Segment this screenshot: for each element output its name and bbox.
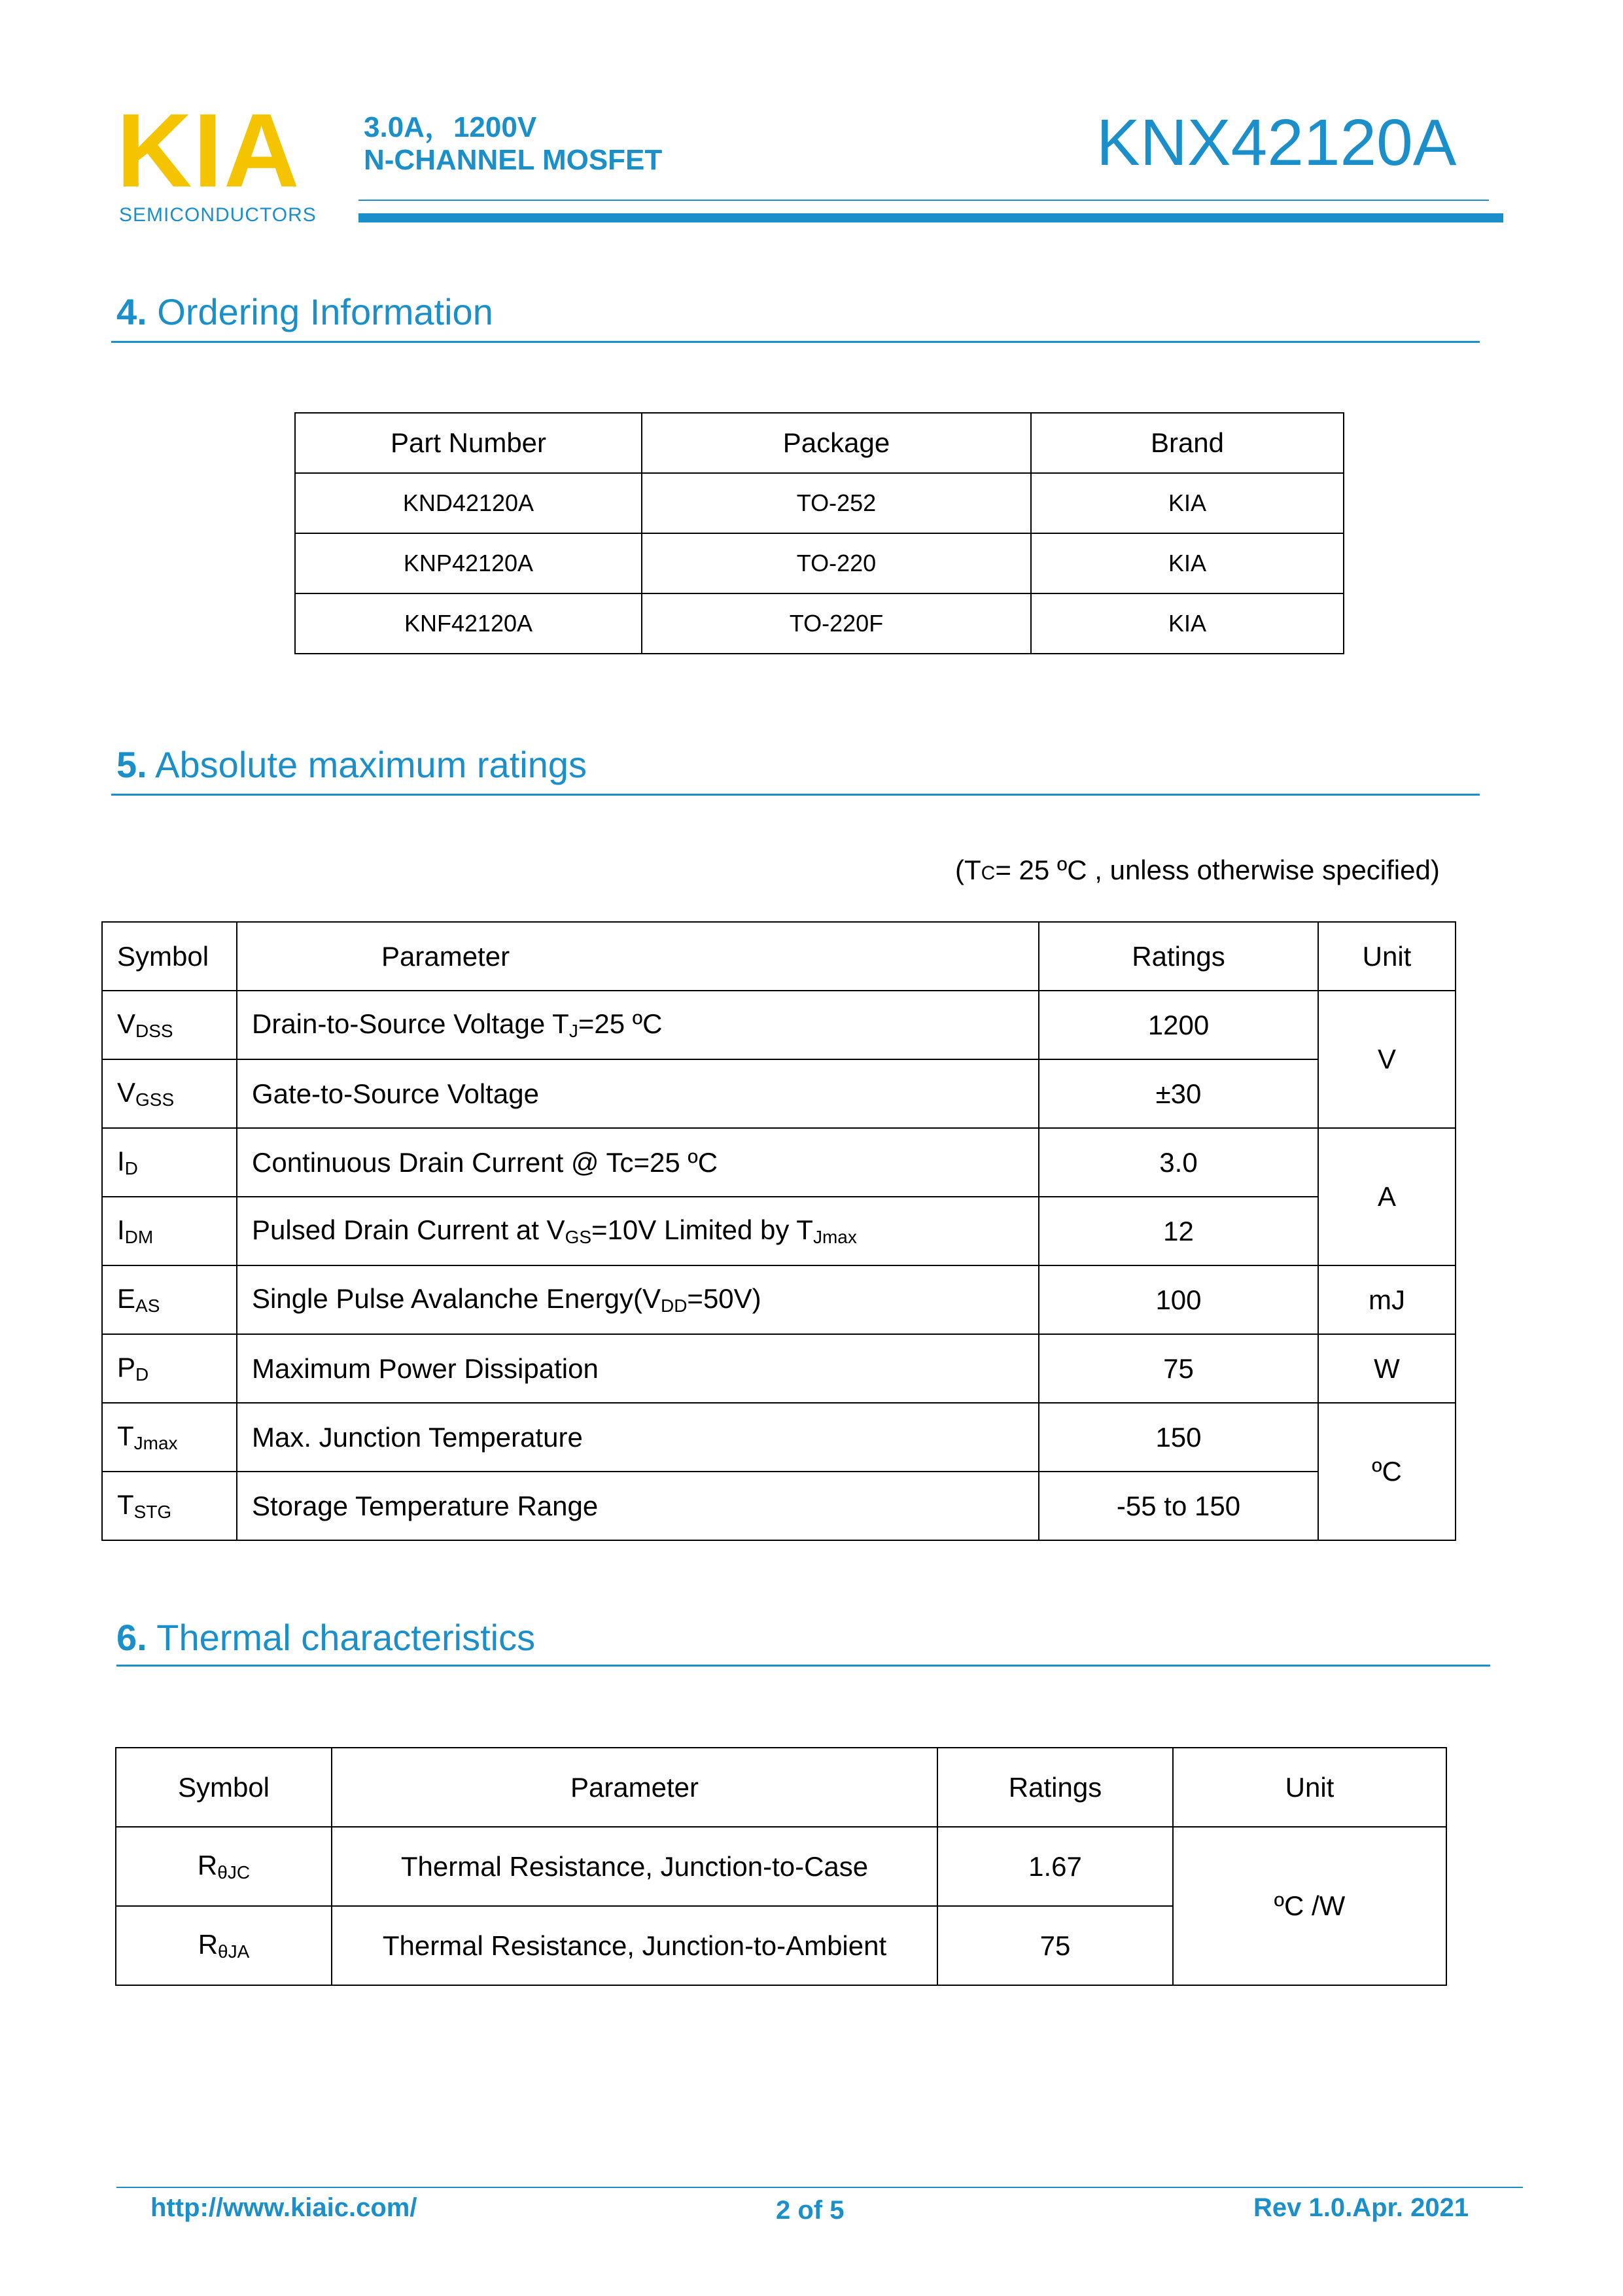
rating-cell: -55 to 150 xyxy=(1039,1472,1318,1540)
parameter-cell: Single Pulse Avalanche $Energy(V_{DD}=50V)$ xyxy=(237,1265,1039,1334)
table-row xyxy=(102,1197,1456,1265)
rating-cell: 3.0 xyxy=(1039,1128,1318,1197)
unit-cell: mJ xyxy=(1318,1265,1456,1334)
table-header: Brand xyxy=(1031,413,1344,473)
page-title: KNX42120A xyxy=(1096,106,1457,179)
table-header: Symbol xyxy=(102,922,237,991)
section-divider xyxy=(116,1665,1490,1667)
table-header-row xyxy=(295,413,1344,473)
table-row xyxy=(102,991,1456,1059)
abs-max-table xyxy=(101,921,1456,1541)
section-title-ordering: 4. Ordering Information xyxy=(116,291,493,332)
table-header-row xyxy=(116,1748,1446,1827)
rating-cell: 100 xyxy=(1039,1265,1318,1334)
table-header: Part Number xyxy=(295,413,642,473)
header-divider xyxy=(358,200,1489,201)
table-cell: TO-220 xyxy=(642,533,1031,593)
table-cell: TO-252 xyxy=(642,473,1031,533)
rating-cell: 12 xyxy=(1039,1197,1318,1265)
rating-cell: 1.67 xyxy=(937,1827,1173,1906)
header-divider-bold xyxy=(358,213,1503,222)
rating-cell: 1200 xyxy=(1039,991,1318,1059)
thermal-table xyxy=(115,1747,1447,1986)
footer-url[interactable]: http://www.kiaic.com/ xyxy=(150,2193,417,2222)
table-row xyxy=(102,1265,1456,1334)
table-header: Parameter xyxy=(237,922,1039,991)
table-row xyxy=(102,1403,1456,1472)
unit-cell: W xyxy=(1318,1334,1456,1403)
symbol-cell: $E_{AS}$ xyxy=(102,1265,237,1334)
table-header: Unit xyxy=(1318,922,1456,991)
section-divider xyxy=(111,341,1480,343)
symbol-cell: $P_D$ xyxy=(102,1334,237,1403)
parameter-cell: Thermal Resistance, Junction-to-Ambient xyxy=(332,1906,937,1985)
symbol-cell: $R_{\theta JA}$ xyxy=(116,1906,332,1985)
parameter-cell: Continuous Drain Current @ Tc=25 ºC xyxy=(237,1128,1039,1197)
unit-cell: A xyxy=(1318,1128,1456,1265)
symbol-cell: $T_{STG}$ xyxy=(102,1472,237,1540)
table-row xyxy=(116,1827,1446,1906)
parameter-cell: Maximum Power Dissipation xyxy=(237,1334,1039,1403)
table-row xyxy=(295,533,1344,593)
rating-cell: 75 xyxy=(937,1906,1173,1985)
table-header: Package xyxy=(642,413,1031,473)
table-cell: KND42120A xyxy=(295,473,642,533)
symbol-cell: $V_{GSS}$ xyxy=(102,1059,237,1128)
rating-cell: 75 xyxy=(1039,1334,1318,1403)
symbol-cell: $T_{Jmax}$ xyxy=(102,1403,237,1472)
parameter-cell: Thermal Resistance, Junction-to-Case xyxy=(332,1827,937,1906)
table-header: Ratings xyxy=(937,1748,1173,1827)
section-title-abs-max: 5. Absolute maximum ratings xyxy=(116,744,587,785)
logo-subtitle: SEMICONDUCTORS xyxy=(119,204,317,226)
unit-cell: V xyxy=(1318,991,1456,1128)
parameter-cell: Gate-to-Source Voltage xyxy=(237,1059,1039,1128)
symbol-cell: $I_D$ xyxy=(102,1128,237,1197)
symbol-cell: $R_{\theta JC}$ xyxy=(116,1827,332,1906)
test-condition: (TC= 25 ºC , unless otherwise specified) xyxy=(955,855,1440,885)
table-header: Unit xyxy=(1173,1748,1446,1827)
parameter-cell: Drain-to-Source Voltage $T_J=25$ ºC xyxy=(237,991,1039,1059)
table-header: Parameter xyxy=(332,1748,937,1827)
spec-type: N-CHANNEL MOSFET xyxy=(364,144,663,176)
table-row xyxy=(102,1472,1456,1540)
footer-divider xyxy=(116,2187,1523,2188)
rating-cell: ±30 xyxy=(1039,1059,1318,1128)
ordering-table xyxy=(294,412,1344,654)
page-number: 2 of 5 xyxy=(776,2196,845,2225)
revision: Rev 1.0.Apr. 2021 xyxy=(1253,2193,1469,2222)
table-cell: KIA xyxy=(1031,533,1344,593)
rating-cell: 150 xyxy=(1039,1403,1318,1472)
company-logo: KIA xyxy=(116,92,301,209)
spec-rating: 3.0A，1200V xyxy=(364,111,537,143)
table-cell: KIA xyxy=(1031,593,1344,654)
table-row xyxy=(295,593,1344,654)
symbol-cell: $V_{DSS}$ xyxy=(102,991,237,1059)
table-row xyxy=(295,473,1344,533)
unit-cell: ºC xyxy=(1318,1403,1456,1540)
table-header-row xyxy=(102,922,1456,991)
table-header: Symbol xyxy=(116,1748,332,1827)
table-row xyxy=(102,1334,1456,1403)
parameter-cell: Pulsed Drain Current at $V_{GS}=10V$ Limited by $T_{Jmax}$ xyxy=(237,1197,1039,1265)
table-cell: KNF42120A xyxy=(295,593,642,654)
section-title-thermal: 6. Thermal characteristics xyxy=(116,1617,536,1658)
section-divider xyxy=(111,794,1480,796)
symbol-cell: $I_{DM}$ xyxy=(102,1197,237,1265)
table-cell: KNP42120A xyxy=(295,533,642,593)
parameter-cell: Max. Junction Temperature xyxy=(237,1403,1039,1472)
parameter-cell: Storage Temperature Range xyxy=(237,1472,1039,1540)
table-cell: TO-220F xyxy=(642,593,1031,654)
table-row xyxy=(102,1059,1456,1128)
table-cell: KIA xyxy=(1031,473,1344,533)
table-row xyxy=(102,1128,1456,1197)
unit-cell: ºC /W xyxy=(1173,1827,1446,1985)
table-header: Ratings xyxy=(1039,922,1318,991)
